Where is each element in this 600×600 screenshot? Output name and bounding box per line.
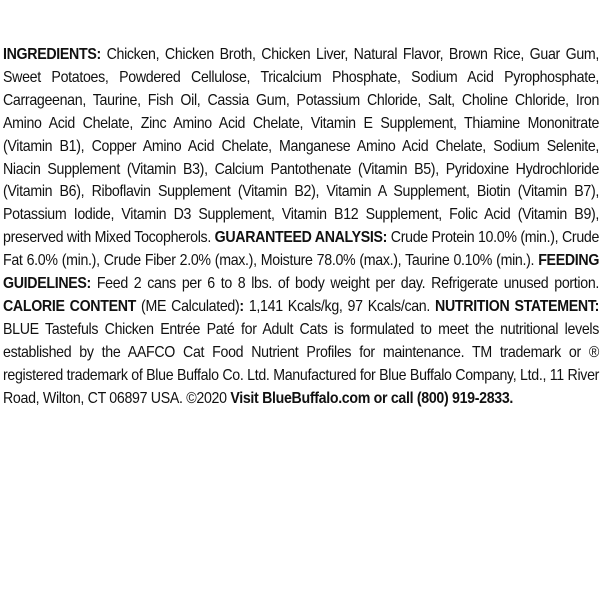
ingredient-label-text <box>3 44 599 411</box>
ingredients-heading: INGREDIENTS: <box>3 46 101 63</box>
feeding-guidelines-text: Feed 2 cans per 6 to 8 lbs. of body weight per day. Refrigerate unused portion. <box>90 275 600 293</box>
nutrition-statement-heading: NUTRITION STATEMENT: <box>435 297 600 315</box>
nutrition-statement-text: BLUE Tastefuls Chicken Entrée Paté for Adult Cats is formulated to meet the nutritional levels established by the AAFCO Cat Food Nutrient Profiles for maintenance. TM trademark or ® registered trademark of Blue Buffalo Co. Ltd. Manufactured for Blue Buffalo Company, Ltd., 11 River Road, Wilton, CT 06897 USA. ©2020 <box>3 320 600 407</box>
guaranteed-analysis-heading: GUARANTEED ANALYSIS: <box>214 229 388 247</box>
ingredients-list: Chicken, Chicken Broth, Chicken Liver, Natural Flavor, Brown Rice, Guar Gum, Sweet Potatoes, Powdered Cellulose, Tricalcium Phosphate, Sodium Acid Pyrophosphate, Carrageenan, Taurine, Fish Oil, Cassia Gum, Potassium Chloride, Salt, Choline Chloride, Iron Amino Acid Chelate, Zinc Amino Acid Chelate, Vitamin E Supplement, Thiamine Mononitrate (Vitamin B1), Copper Amino Acid Chelate, Manganese Amino Acid Chelate, Sodium Selenite, Niacin Supplement (Vitamin B3), Calcium Pantothenate (Vitamin B5), Pyridoxine Hydrochloride (Vitamin B6), Riboflavin Supplement (Vitamin B2), Vitamin A Supplement, Biotin (Vitamin B7), Potassium Iodide, Vitamin D3 Supplement, Vitamin B12 Supplement, Folic Acid (Vitamin B9), preserved with Mixed Tocopherols. <box>3 46 600 247</box>
contact-info: Visit BlueBuffalo.com or call (800) 919-2833. <box>230 389 514 407</box>
calorie-content-method: (ME Calculated) <box>136 297 240 315</box>
calorie-content-values: 1,141 Kcals/kg, 97 Kcals/can. <box>243 297 436 315</box>
feeding-guidelines-heading: FEEDING GUIDELINES: <box>3 252 600 293</box>
guaranteed-analysis-text: Crude Protein 10.0% (min.), Crude Fat 6.0% (min.), Crude Fiber 2.0% (max.), Moisture 78.0% (max.), Taurine 0.10% (min.). <box>3 229 600 270</box>
calorie-content-heading: CALORIE CONTENT <box>3 297 137 315</box>
calorie-content-colon: : <box>239 297 244 315</box>
